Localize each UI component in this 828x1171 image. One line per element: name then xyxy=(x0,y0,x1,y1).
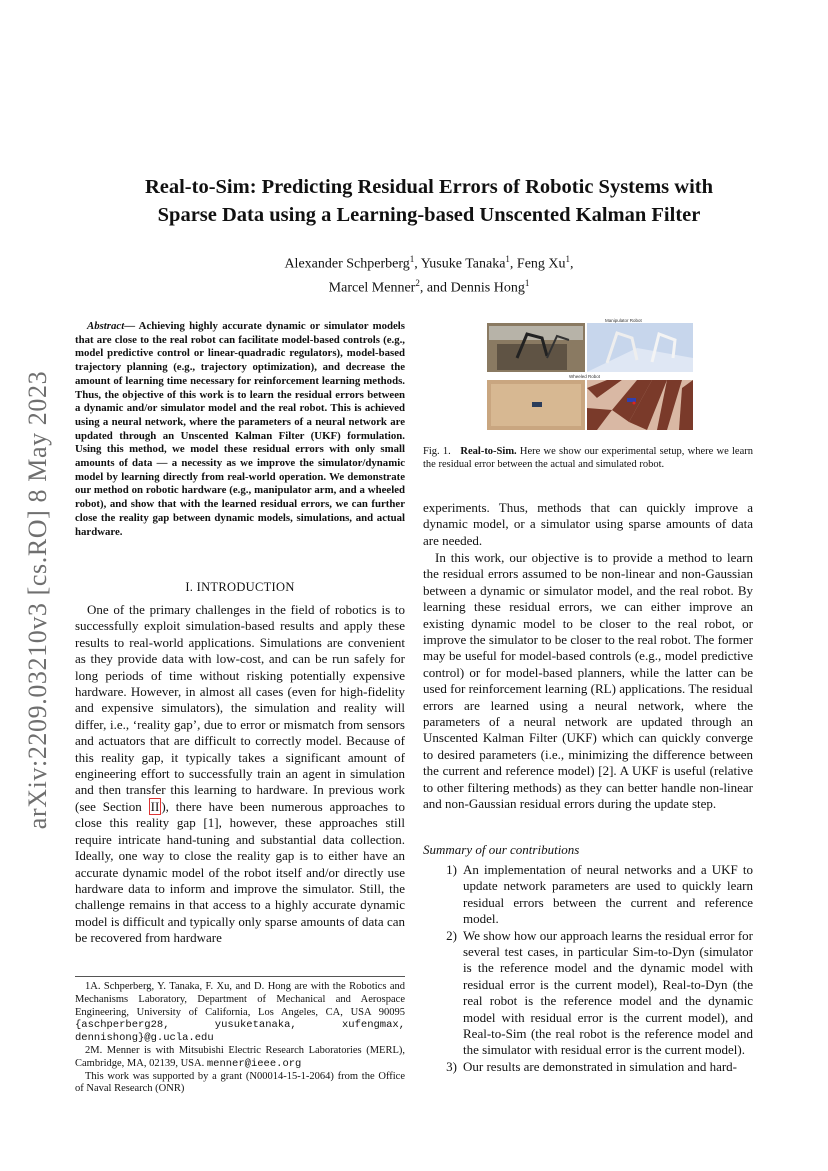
author-line-2 xyxy=(70,274,788,298)
footnote-1-email[interactable]: {aschperberg28, yusuketanaka, xufengmax, dennishong}@g.ucla.edu xyxy=(75,1019,405,1045)
right-paragraph-1: In this work, our objective is to provide a method to learn the residual errors assumed to be non-linear and non-Gaussian between a dynamic or simulator model, and the real robot. By learning these residual errors, we can either improve an existing dynamic model to be closer to the real robot, or improve the simulator to be closer to the real robot. The former may be useful for model-based controls (e.g., model predictive control) or for model-based planners, while the latter can be used for reinforcement learning (RL) applications. The residual errors are learned using a neural network, where the parameters of a neural network are updated through an Unscented Kalman Filter (UKF) which can quickly converge to desired parameters (i.e., minimizing the difference between the current and reference model) [2]. A UKF is useful (relative to other filtering methods) as they can better handle non-linear and non-Gaussian residual errors during the update step. xyxy=(423,550,753,812)
title-line-2: Sparse Data using a Learning-based Unscented Kalman Filter xyxy=(157,204,701,226)
affiliation-mark: 1 xyxy=(409,254,415,264)
footnote-1 xyxy=(75,981,405,1045)
list-item xyxy=(423,928,753,1059)
photo-bench xyxy=(497,344,567,370)
list-item xyxy=(423,1059,753,1075)
contributions-list xyxy=(423,862,753,1075)
figure-1-caption xyxy=(423,445,753,472)
caption-text: Here we show our experimental setup, where we learn the residual error between the actual and simulated robot. xyxy=(423,446,753,471)
intro-text-part1: One of the primary challenges in the field of robotics is to successfully exploit simulation-based results and apply these results to real-world applications. Simulations are convenient as they provide data with low-cost, and can be run safely for long periods of time without risking potentially expensive hardware. However, in almost all cases (even for high-fidelity and expensive simulators), the simulation and reality will differ, i.e., ‘reality gap’, due to error or mismatch from sensors and actuators that are difficult to correctly model. Because of this reality gap, it typically takes a significant amount of engineering effort to successfully train an agent in simulation and then transfer this learning to hardware. In previous work (see Section xyxy=(75,602,405,814)
figure-1-image xyxy=(487,318,693,430)
author-separator: , xyxy=(414,256,421,272)
list-text: Our results are demonstrated in simulation and hard- xyxy=(463,1058,738,1074)
figure-1 xyxy=(487,318,693,430)
affiliation-mark: 1 xyxy=(565,254,571,264)
footnote-2-email[interactable]: menner@ieee.org xyxy=(206,1057,302,1070)
author-name: Yusuke Tanaka xyxy=(420,256,506,272)
section-ref-link[interactable]: II xyxy=(150,798,160,814)
caption-prefix: Fig. 1. xyxy=(423,446,451,457)
list-text: An implementation of neural networks and a UKF to update network parameters are used to quickly learn residual errors between the current and reference model. xyxy=(463,862,753,927)
author-block xyxy=(70,250,788,297)
figure-label-wheeled: Wheeled Robot xyxy=(569,374,601,379)
caption-bold: Real-to-Sim. xyxy=(460,446,517,457)
author-name: Marcel Menner xyxy=(328,280,416,296)
footnote-2 xyxy=(75,1045,405,1071)
footnote-2-text: 2M. Menner is with Mitsubishi Electric Research Laboratories (MERL), Cambridge, MA, 02139, USA. xyxy=(75,1044,405,1069)
summary-heading: Summary of our contributions xyxy=(423,842,580,857)
list-number: 1) xyxy=(446,862,457,877)
author-name: Feng Xu xyxy=(516,256,566,272)
sim-marker xyxy=(633,402,636,405)
section-heading-introduction: I. INTRODUCTION xyxy=(185,580,295,594)
wheeled-robot-shape xyxy=(532,402,542,407)
author-name: Alexander Schperberg xyxy=(284,256,410,272)
author-line-1 xyxy=(70,250,788,274)
list-text: We show how our approach learns the residual error for several test cases, in particular Sim-to-Dyn (simulator is the reference model and the dynamic model with residual error is the current model), Real-to-Dyn (the real robot is the reference model and the dynamic model with residual error is the current model), and Real-to-Sim (the real robot is the reference model and the simulator with residual error is the current model). xyxy=(463,927,753,1058)
abstract-label: Abstract xyxy=(87,320,125,332)
abstract xyxy=(75,320,405,539)
arxiv-identifier-stamp xyxy=(18,360,58,840)
list-number: 2) xyxy=(446,927,457,943)
affiliation-mark: 1 xyxy=(524,277,530,288)
intro-text-part2: ), there have been numerous approaches to close this reality gap [1], however, these approaches still require intricate hand-tuning and substantial data collection. Ideally, one way to close the reality gap is to either have an accurate dynamic model of the robot itself and/or directly use hardware data to inform and improve the simulator. Still, the challenge remains in that access to a highly accurate dynamic model is difficult and typically only sparse amounts of data can be recovered from hardware xyxy=(75,798,405,946)
footnote-1-text: 1A. Schperberg, Y. Tanaka, F. Xu, and D. Hong are with the Robotics and Mechanisms Laboratory, Department of Mechanical and Aerospace Engineering, University of California, Los Angeles, CA, USA 90095 xyxy=(75,981,405,1018)
abstract-text: — Achieving highly accurate dynamic or simulator models that are close to the real robot can facilitate model-based controls (e.g., model predictive control or linear-quadradic regulators), model-based trajectory planning (e.g., trajectory optimization), and decrease the amount of learning time necessary for reinforcement learning methods. Thus, the objective of this work is to learn the residual errors between a dynamic and/or simulator model and the real robot. This is achieved using a neural network, where the parameters of a neural network are updated through an Unscented Kalman Filter (UKF) formulation. Using this method, we model these residual errors with only small amounts of data — a necessity as we improve the simulator/dynamic model by learning directly from real-world operation. We demonstrate our method on robotic hardware (e.g., manipulator arm, and a wheeled robot), and show that with the learned residual errors, we can further close the reality gap between dynamic models, simulations, and actual hardware. xyxy=(75,320,405,538)
affiliation-mark: 2 xyxy=(415,277,420,288)
footnote-3: This work was supported by a grant (N00014-15-1-2064) from the Office of Naval Research (ONR) xyxy=(75,1070,405,1095)
list-item xyxy=(423,862,753,928)
author-name: Dennis Hong xyxy=(450,280,525,296)
introduction-paragraph xyxy=(75,602,405,947)
title-line-1: Real-to-Sim: Predicting Residual Errors of Robotic Systems with xyxy=(144,176,714,198)
footnotes xyxy=(75,976,405,1096)
list-number: 3) xyxy=(446,1058,457,1074)
sim-robot-shape xyxy=(627,398,636,402)
author-separator: , and xyxy=(419,280,451,296)
author-separator: , xyxy=(570,256,574,272)
author-separator: , xyxy=(509,256,517,272)
arxiv-id-text: arXiv:2209.03210v3 [cs.RO] 8 May 2023 xyxy=(23,370,52,830)
figure-label-manipulator: Manipulator Robot xyxy=(605,318,642,323)
affiliation-mark: 1 xyxy=(505,254,510,264)
right-paragraph-0: experiments. Thus, methods that can quickly improve a dynamic model, or a simulator using sparse amounts of data are needed. xyxy=(423,500,753,548)
paper-title xyxy=(70,173,788,229)
